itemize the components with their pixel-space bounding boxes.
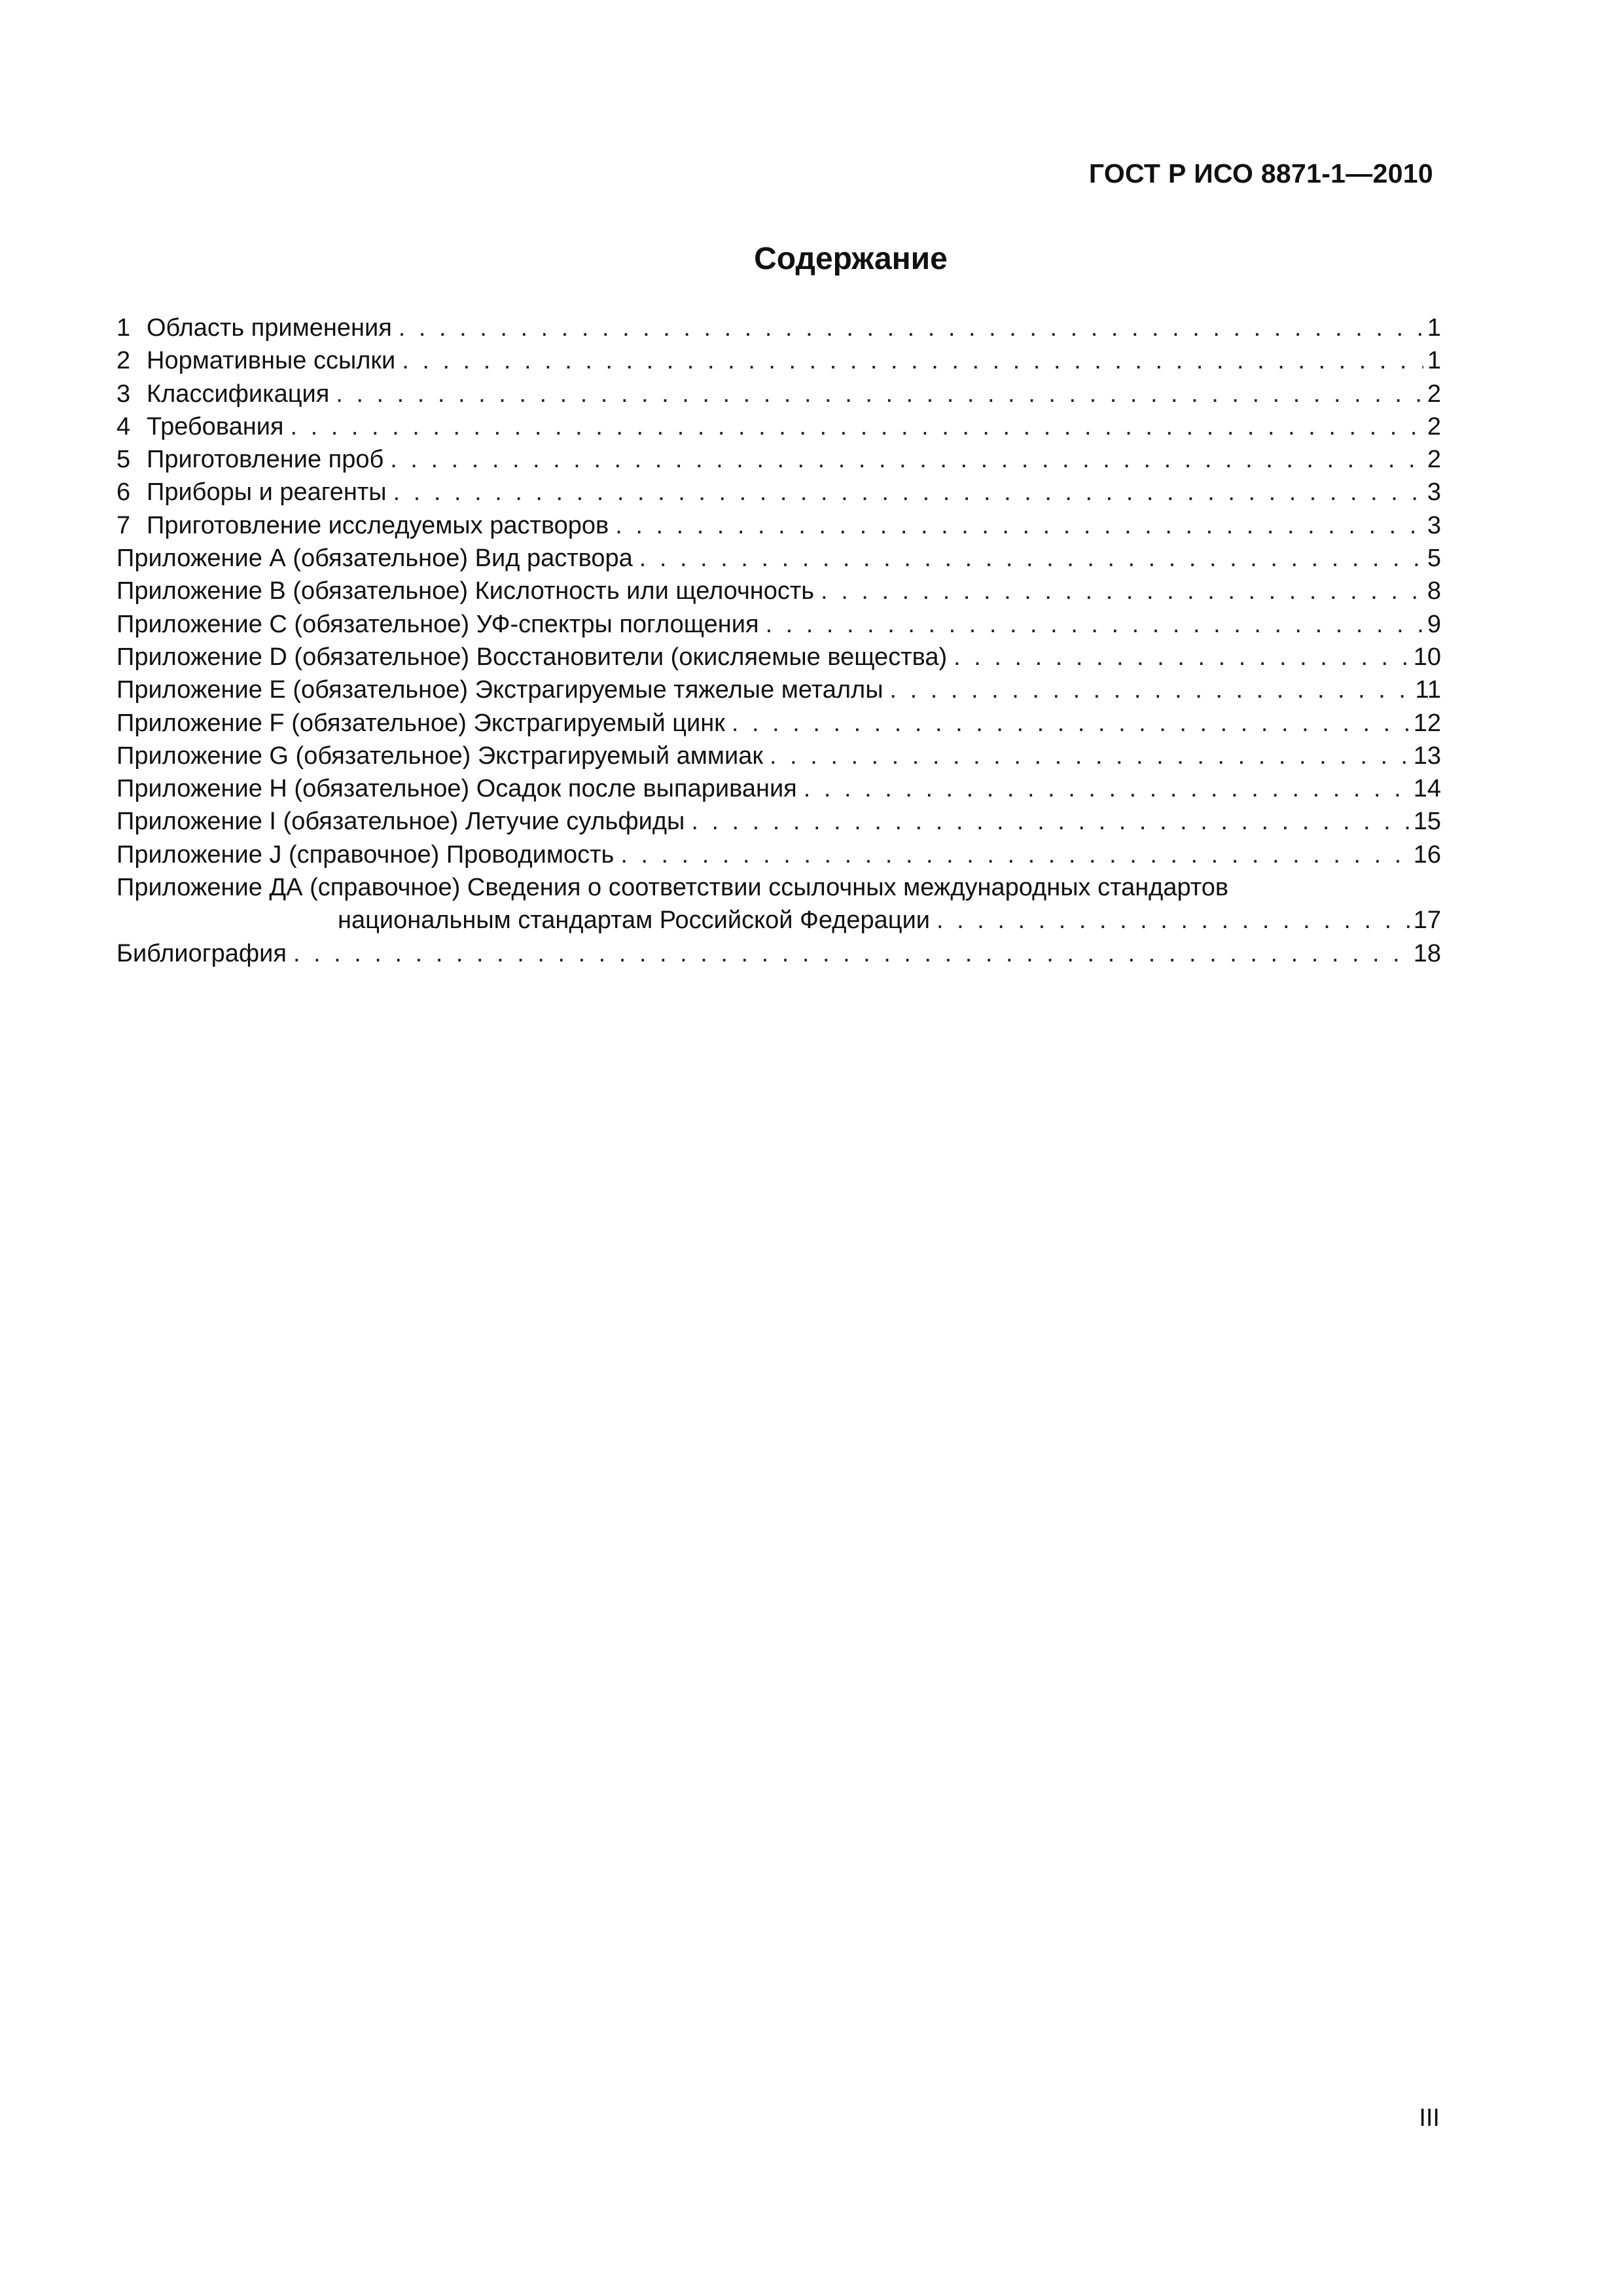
toc-entry-annex-h[interactable] [116,772,1441,805]
toc-entry-page: 8 [1427,577,1441,605]
toc-entry-page: 3 [1427,511,1441,539]
toc-entry-number: 6 [116,478,131,507]
toc-entry-label: Область применения [147,314,392,342]
toc-entry-label: национальным стандартам Российской Федерации [338,906,931,935]
dot-leader [399,344,1423,377]
toc-entry-normative-references[interactable] [116,344,1441,377]
toc-entry-label: Приложение G (обязательное) Экстрагируемый аммиак [116,742,763,770]
page-title: Содержание [754,242,948,276]
toc-entry-label: Нормативные ссылки [147,347,396,375]
toc-entry-annex-c[interactable] [116,608,1441,641]
toc-entry-label: Приложение D (обязательное) Восстановители (окисляемые вещества) [116,643,948,671]
toc-entry-page: 13 [1413,742,1441,770]
toc-entry-sample-preparation[interactable] [116,443,1441,476]
dot-leader [618,838,1409,871]
toc-entry-page: 2 [1427,380,1441,408]
toc-entry-annex-g[interactable] [116,740,1441,772]
dot-leader [637,542,1423,575]
toc-entry-number: 1 [116,314,131,342]
toc-entry-label: Приложение В (обязательное) Кислотность или щелочность [116,577,815,605]
toc-entry-requirements[interactable] [116,410,1441,443]
table-of-contents [116,312,1441,970]
dot-leader [613,509,1423,542]
toc-entry-page: 2 [1427,412,1441,440]
toc-entry-number: 7 [116,511,131,539]
dot-leader [291,937,1410,970]
dot-leader [729,707,1410,740]
dot-leader [763,608,1423,641]
toc-entry-label: Приложение ДА (справочное) Сведения о соответствии ссылочных международных стандартов [116,874,1229,902]
document-code: ГОСТ Р ИСО 8871-1—2010 [1088,158,1433,188]
toc-entry-annex-da-continuation[interactable] [116,904,1441,937]
toc-entry-label: Приложение I (обязательное) Летучие сульфиды [116,808,685,836]
toc-entry-page: 10 [1413,643,1441,671]
toc-entry-label: Приложение А (обязательное) Вид раствора [116,545,633,573]
toc-entry-annex-a[interactable] [116,542,1441,575]
toc-entry-page: 14 [1413,775,1441,803]
dot-leader [818,575,1423,607]
toc-entry-label: Классификация [147,380,330,408]
toc-entry-page: 11 [1415,676,1441,704]
toc-entry-label: Требования [147,412,284,440]
toc-entry-page: 3 [1427,478,1441,507]
toc-entry-page: 5 [1427,545,1441,573]
dot-leader [396,312,1423,344]
toc-entry-test-solutions[interactable] [116,509,1441,542]
toc-entry-annex-f[interactable] [116,707,1441,740]
toc-entry-label: Приложение F (обязательное) Экстрагируемый цинк [116,709,725,737]
dot-leader [887,673,1412,706]
toc-entry-label: Приборы и реагенты [147,478,387,507]
toc-entry-label: Приложение J (справочное) Проводимость [116,840,615,869]
dot-leader [688,805,1409,838]
toc-entry-page: 1 [1427,347,1441,375]
toc-entry-label: Приготовление исследуемых растворов [147,511,609,539]
toc-entry-label: Библиография [116,939,287,967]
toc-entry-annex-d[interactable] [116,641,1441,673]
dot-leader [391,476,1423,509]
toc-entry-annex-da[interactable] [116,871,1441,904]
toc-entry-label: Приготовление проб [147,446,384,474]
toc-entry-annex-i[interactable] [116,805,1441,838]
toc-entry-page: 18 [1413,939,1441,967]
toc-entry-classification[interactable] [116,378,1441,410]
toc-entry-number: 3 [116,380,131,408]
toc-entry-page: 2 [1427,446,1441,474]
toc-entry-page: 1 [1427,314,1441,342]
toc-entry-apparatus-reagents[interactable] [116,476,1441,509]
toc-entry-page: 9 [1427,610,1441,638]
dot-leader [387,443,1423,476]
toc-entry-scope[interactable] [116,312,1441,344]
toc-entry-bibliography[interactable] [116,937,1441,970]
toc-entry-label: Приложение Е (обязательное) Экстрагируемые тяжелые металлы [116,676,883,704]
dot-leader [934,904,1410,937]
toc-entry-page: 17 [1413,906,1441,935]
toc-entry-page: 16 [1413,840,1441,869]
toc-entry-annex-b[interactable] [116,575,1441,607]
dot-leader [801,772,1410,805]
dot-leader [288,410,1423,443]
page-number: III [1419,2104,1440,2132]
toc-entry-number: 2 [116,347,131,375]
dot-leader [767,740,1410,772]
toc-entry-number: 5 [116,446,131,474]
toc-entry-page: 12 [1413,709,1441,737]
toc-entry-number: 4 [116,412,131,440]
toc-entry-annex-j[interactable] [116,838,1441,871]
toc-entry-page: 15 [1413,808,1441,836]
dot-leader [951,641,1410,673]
dot-leader [333,378,1423,410]
toc-entry-label: Приложение С (обязательное) УФ-спектры поглощения [116,610,759,638]
toc-entry-annex-e[interactable] [116,673,1441,706]
toc-entry-label: Приложение Н (обязательное) Осадок после выпаривания [116,775,797,803]
